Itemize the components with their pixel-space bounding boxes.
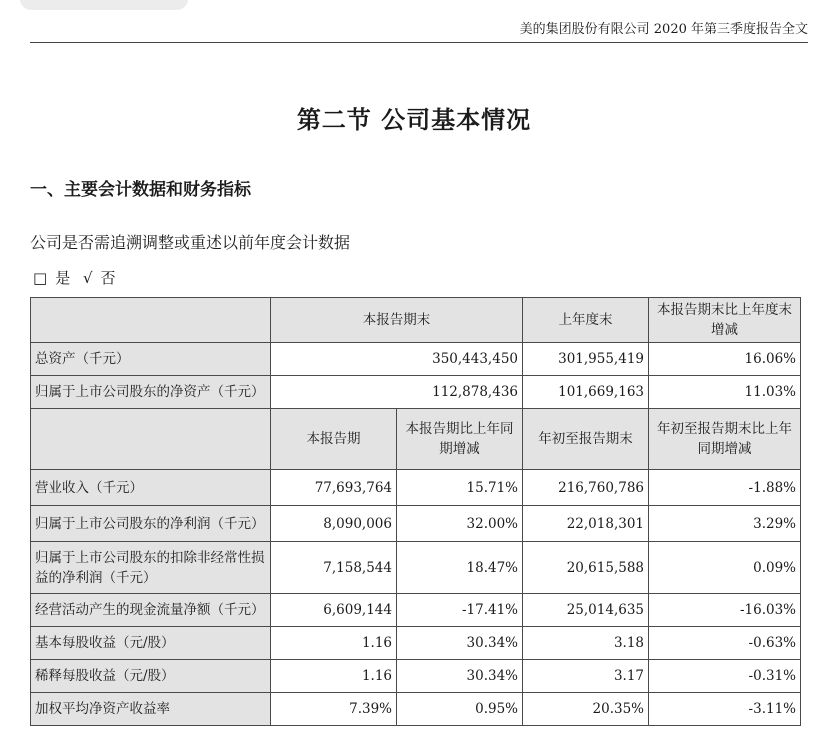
cell-period-change: -17.41% <box>397 594 523 627</box>
table2-header-period: 本报告期 <box>271 409 397 470</box>
restatement-choice <box>33 267 124 288</box>
cell-ytd: 3.18 <box>523 627 649 660</box>
row-label: 归属于上市公司股东的净利润（千元） <box>31 506 271 542</box>
financial-data-table <box>30 297 801 726</box>
cell-current: 112,878,436 <box>271 376 523 409</box>
cell-ytd: 22,018,301 <box>523 506 649 542</box>
table2-header-ytd-change: 年初至报告期末比上年同期增减 <box>649 409 801 470</box>
cell-ytd-change: -0.63% <box>649 627 801 660</box>
cell-ytd-change: 0.09% <box>649 542 801 594</box>
table2-header-ytd: 年初至报告期末 <box>523 409 649 470</box>
yes-label: 是 <box>55 269 71 287</box>
cell-period: 8,090,006 <box>271 506 397 542</box>
cell-period: 7.39% <box>271 693 397 726</box>
table-row <box>31 470 801 506</box>
cell-period-change: 18.47% <box>397 542 523 594</box>
cell-ytd-change: 3.29% <box>649 506 801 542</box>
cell-period: 77,693,764 <box>271 470 397 506</box>
cell-current: 350,443,450 <box>271 343 523 376</box>
cell-ytd: 3.17 <box>523 660 649 693</box>
cell-ytd-change: -1.88% <box>649 470 801 506</box>
cell-ytd-change: -3.11% <box>649 693 801 726</box>
row-label: 归属于上市公司股东的净资产（千元） <box>31 376 271 409</box>
cell-period-change: 0.95% <box>397 693 523 726</box>
table-row <box>31 627 801 660</box>
table1-header-prior: 上年度末 <box>523 298 649 343</box>
cell-ytd: 20,615,588 <box>523 542 649 594</box>
cell-ytd-change: -16.03% <box>649 594 801 627</box>
cell-period: 7,158,544 <box>271 542 397 594</box>
table-row <box>31 594 801 627</box>
checkmark-icon: √ <box>82 269 93 287</box>
table1-header-current: 本报告期末 <box>271 298 523 343</box>
cell-period-change: 32.00% <box>397 506 523 542</box>
top-edge-shadow <box>20 0 188 10</box>
table-row <box>31 693 801 726</box>
cell-ytd: 20.35% <box>523 693 649 726</box>
running-header: 美的集团股份有限公司 2020 年第三季度报告全文 <box>30 20 808 43</box>
cell-period-change: 30.34% <box>397 660 523 693</box>
restatement-question: 公司是否需追溯调整或重述以前年度会计数据 <box>30 233 351 252</box>
table2-header-row <box>31 409 801 470</box>
subsection-title: 一、主要会计数据和财务指标 <box>30 180 251 200</box>
section-title: 第二节 公司基本情况 <box>296 106 532 134</box>
cell-period: 1.16 <box>271 660 397 693</box>
cell-period: 6,609,144 <box>271 594 397 627</box>
cell-period: 1.16 <box>271 627 397 660</box>
table1-header-blank <box>31 298 271 343</box>
cell-period-change: 30.34% <box>397 627 523 660</box>
no-label: 否 <box>100 269 116 287</box>
table2-header-period-change: 本报告期比上年同期增减 <box>397 409 523 470</box>
row-label: 加权平均净资产收益率 <box>31 693 271 726</box>
row-label: 营业收入（千元） <box>31 470 271 506</box>
cell-prior: 301,955,419 <box>523 343 649 376</box>
row-label: 归属于上市公司股东的扣除非经常性损益的净利润（千元） <box>31 542 271 594</box>
table-row <box>31 660 801 693</box>
table-row <box>31 542 801 594</box>
row-label: 基本每股收益（元/股） <box>31 627 271 660</box>
cell-ytd: 216,760,786 <box>523 470 649 506</box>
cell-period-change: 15.71% <box>397 470 523 506</box>
cell-ytd-change: -0.31% <box>649 660 801 693</box>
row-label: 总资产（千元） <box>31 343 271 376</box>
table2-header-blank <box>31 409 271 470</box>
table-row <box>31 506 801 542</box>
cell-change: 11.03% <box>649 376 801 409</box>
row-label: 经营活动产生的现金流量净额（千元） <box>31 594 271 627</box>
table1-header-row <box>31 298 801 343</box>
cell-ytd: 25,014,635 <box>523 594 649 627</box>
cell-change: 16.06% <box>649 343 801 376</box>
table-row <box>31 376 801 409</box>
yes-checkbox-icon: □ <box>33 269 48 287</box>
cell-prior: 101,669,163 <box>523 376 649 409</box>
row-label: 稀释每股收益（元/股） <box>31 660 271 693</box>
table-row <box>31 343 801 376</box>
table1-header-change: 本报告期末比上年度末增减 <box>649 298 801 343</box>
